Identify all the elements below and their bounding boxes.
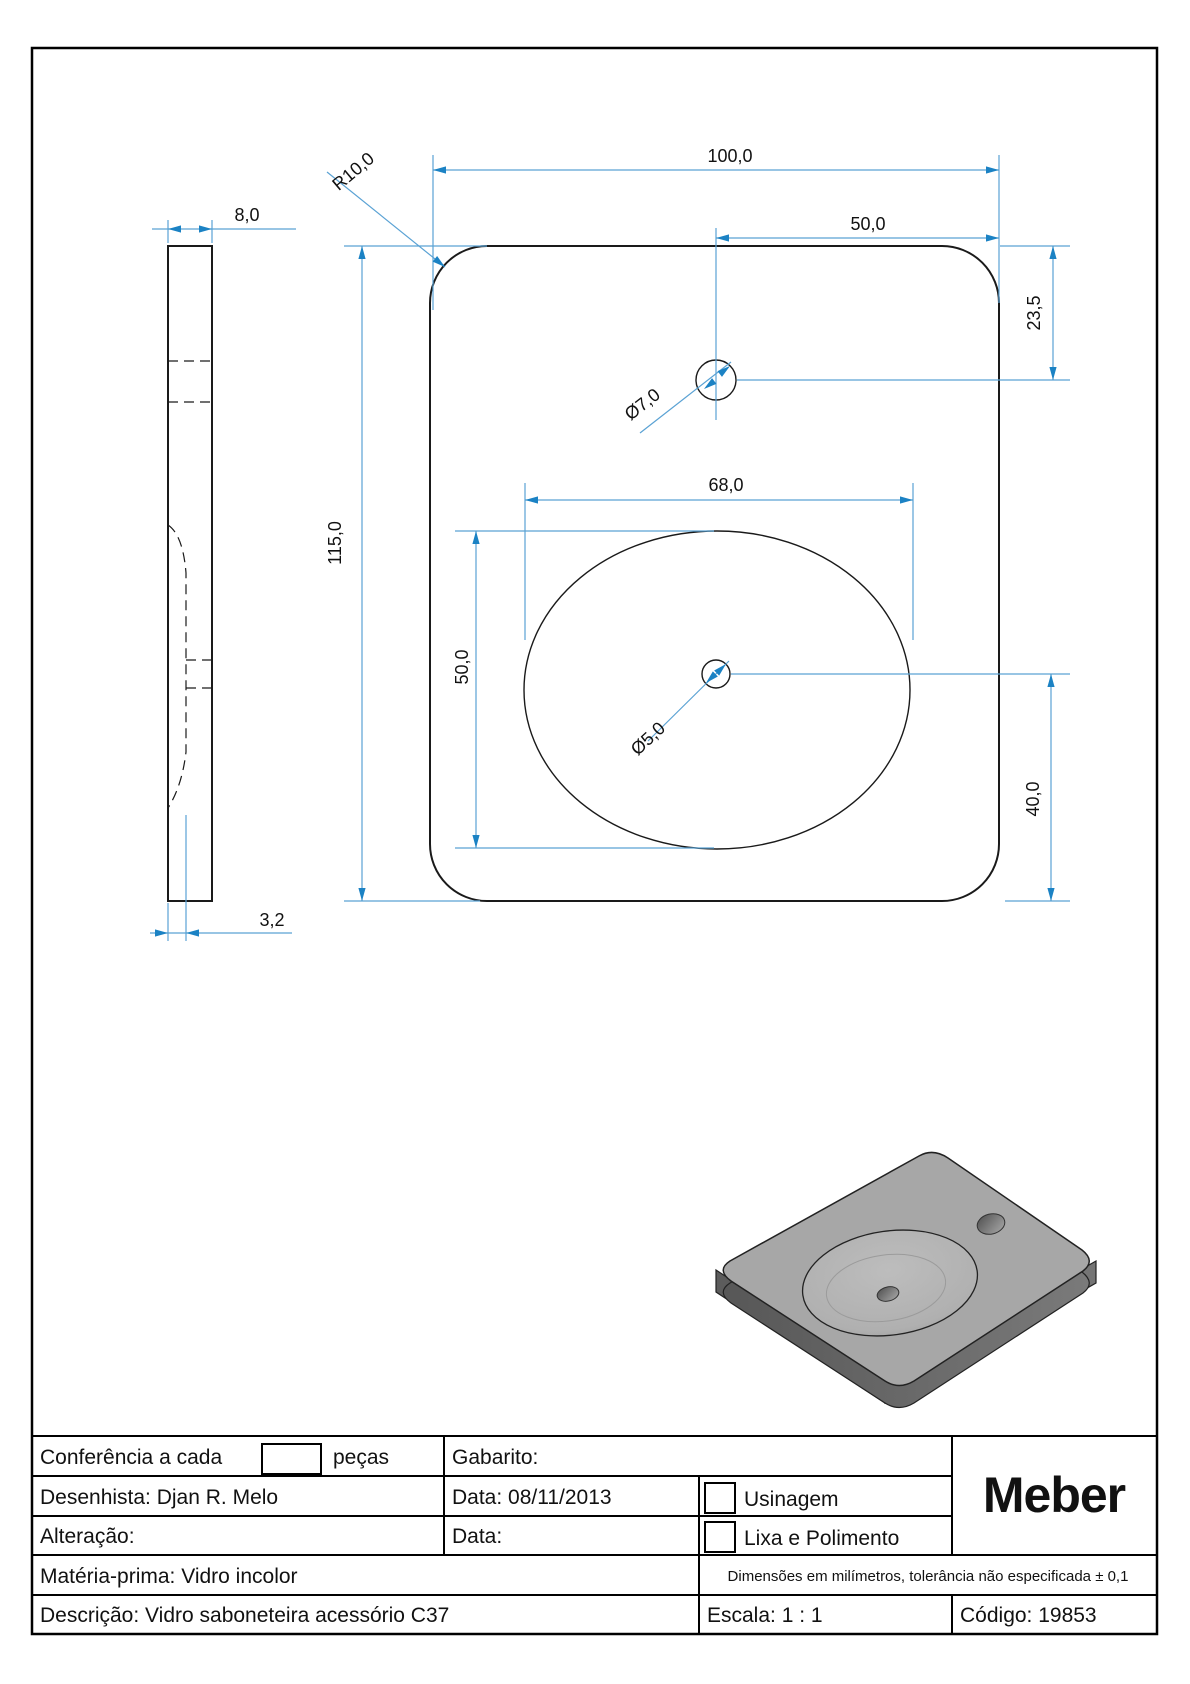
lixa-polimento-checkbox[interactable]	[705, 1522, 735, 1552]
pecas-label: peças	[333, 1446, 390, 1469]
dim-corner-radius: R10,0	[328, 148, 378, 195]
dim-recess-width: 68,0	[708, 475, 744, 495]
title-block	[32, 1436, 1157, 1634]
codigo-field: Código: 19853	[960, 1604, 1097, 1627]
hidden-recess-profile	[168, 525, 186, 808]
company-logo: Meber	[982, 1467, 1126, 1523]
data-field: Data: 08/11/2013	[452, 1486, 612, 1509]
page-border	[32, 48, 1157, 1634]
conferencia-label: Conferência a cada	[40, 1446, 223, 1469]
dim-hole-offset-y: 23,5	[1024, 295, 1044, 331]
dim-thickness: 8,0	[234, 205, 260, 225]
desenhista-field: Desenhista: Djan R. Melo	[40, 1486, 279, 1509]
recess-oval	[524, 531, 910, 849]
front-view	[325, 146, 1070, 901]
usinagem-checkbox[interactable]	[705, 1483, 735, 1513]
escala-field: Escala: 1 : 1	[707, 1604, 823, 1627]
alteracao-label: Alteração:	[40, 1525, 135, 1548]
gabarito-label: Gabarito:	[452, 1446, 539, 1469]
dim-top-hole-dia: Ø7,0	[620, 384, 664, 425]
descricao-field: Descrição: Vidro saboneteira acessório C37	[40, 1604, 450, 1627]
isometric-view	[716, 1152, 1096, 1407]
lixa-polimento-label: Lixa e Polimento	[744, 1527, 900, 1550]
dim-recess-height: 50,0	[452, 649, 472, 685]
side-view	[150, 205, 296, 941]
tolerancia-note: Dimensões em milímetros, tolerância não especificada ± 0,1	[727, 1568, 1129, 1585]
usinagem-label: Usinagem	[744, 1488, 839, 1511]
side-view-outline	[168, 246, 212, 901]
data2-label: Data:	[452, 1525, 503, 1548]
dim-plate-width: 100,0	[707, 146, 753, 166]
materia-prima-field: Matéria-prima: Vidro incolor	[40, 1565, 298, 1588]
conferencia-count-box[interactable]	[262, 1444, 321, 1474]
dim-center-hole-dia: Ø5,0	[626, 717, 670, 760]
dim-hole-offset-x: 50,0	[850, 214, 886, 234]
dim-recess-floor: 3,2	[259, 910, 285, 930]
plate-outline	[430, 246, 999, 901]
dim-hole-bottom-offset: 40,0	[1023, 781, 1043, 817]
dim-plate-height: 115,0	[325, 521, 345, 565]
